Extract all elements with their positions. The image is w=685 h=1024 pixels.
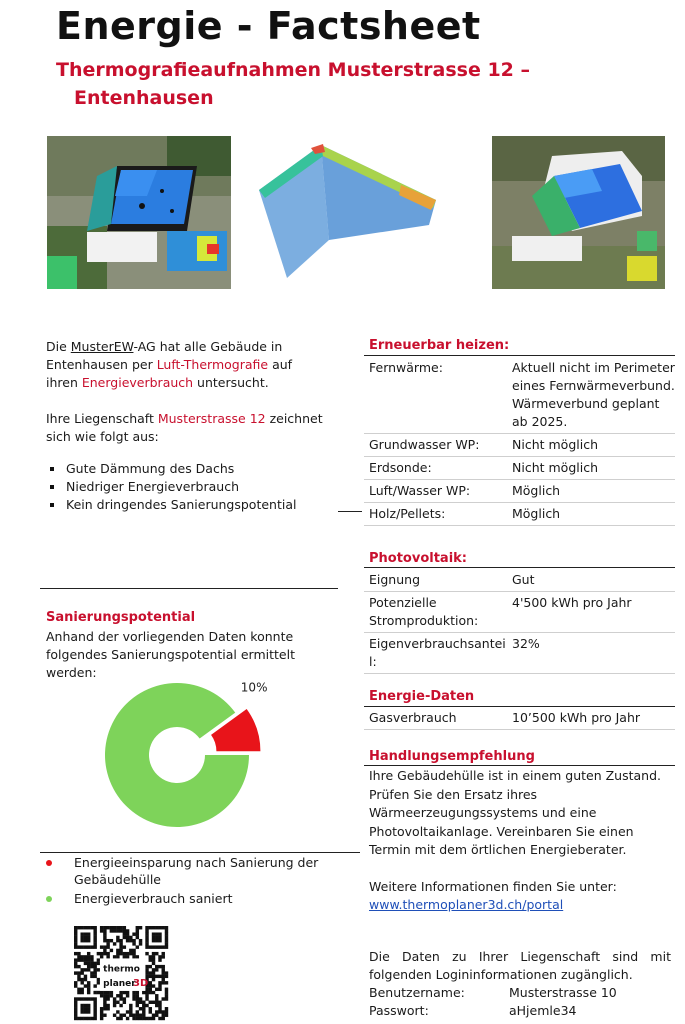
- energie-table: [364, 707, 675, 730]
- thermo-photo-left: [47, 136, 231, 289]
- section-title-photovoltaik: Photovoltaik:: [369, 551, 468, 566]
- qr-logo-text: thermo: [103, 964, 141, 975]
- pie-slice-1: [105, 683, 249, 827]
- password-row: [369, 1002, 671, 1020]
- section-underline: [364, 355, 675, 356]
- erneuerbar-table: [364, 357, 675, 526]
- table-row: [364, 633, 675, 674]
- table-row: [364, 357, 675, 434]
- pointcloud-photo-middle: [251, 140, 443, 280]
- divider-line: [338, 511, 362, 512]
- legend-label: Energieeinsparung nach Sanierung der Gebäudehülle: [74, 855, 319, 887]
- legend-dot-red: [46, 860, 52, 866]
- page-subtitle: [56, 56, 576, 112]
- sanierung-text: Anhand der vorliegenden Daten konnte folgendes Sanierungspotential ermittelt werden:: [46, 629, 295, 680]
- subtitle-line-1: Thermografieaufnahmen Musterstrasse 12 –: [56, 59, 531, 81]
- bullet-item: Kein dringendes Sanierungspotential: [46, 496, 326, 514]
- section-title-sanierung: Sanierungspotential: [46, 610, 196, 625]
- divider-line: [40, 588, 338, 589]
- password-value: aHjemle34: [509, 1003, 577, 1018]
- login-info: [369, 948, 671, 1020]
- pie-data-label: 10%: [240, 680, 268, 695]
- legend-dot-green: [46, 896, 52, 902]
- username-value: Musterstrasse 10: [509, 985, 617, 1000]
- intro-p2-b: zeichnet sich wie folgt aus:: [46, 411, 323, 444]
- row-value: 10’500 kWh pro Jahr: [507, 707, 675, 730]
- handlung-text-1: Ihre Gebäudehülle ist in einem guten Zustand.: [369, 768, 661, 783]
- photovoltaik-table: [364, 569, 675, 674]
- intro-p1-d: untersucht.: [193, 375, 269, 390]
- row-value: Möglich: [507, 503, 675, 526]
- table-row: [364, 569, 675, 592]
- qr-logo-text: planer: [103, 978, 136, 989]
- table-row: [364, 434, 675, 457]
- username-label: Benutzername:: [369, 985, 465, 1000]
- row-value: Aktuell nicht im Perimeter eines Fernwärmeverbund. Wärmeverbund geplant ab 2025.: [507, 357, 675, 434]
- intro-method: Luft-Thermografie: [156, 357, 269, 372]
- row-key: Eignung: [364, 569, 507, 592]
- qr-code[interactable]: [74, 926, 168, 1020]
- intro-p1-a: Die: [46, 339, 71, 354]
- handlung-text: [369, 767, 669, 915]
- row-key: Eigenverbrauchsanteil:: [364, 633, 507, 674]
- row-value: Gut: [507, 569, 675, 592]
- section-title-erneuerbar: Erneuerbar heizen:: [369, 338, 510, 353]
- section-underline: [364, 567, 675, 568]
- divider-line: [40, 852, 360, 853]
- row-value: Nicht möglich: [507, 434, 675, 457]
- intro-paragraph-2: [46, 410, 326, 446]
- intro-text: [46, 338, 326, 514]
- intro-paragraph-1: [46, 338, 326, 392]
- sanierung-donut-chart: [100, 680, 270, 840]
- section-underline: [364, 765, 675, 766]
- row-key: Gasverbrauch: [364, 707, 507, 730]
- table-row: [364, 503, 675, 526]
- section-title-energie: Energie-Daten: [369, 689, 475, 704]
- section-title-handlung: Handlungsempfehlung: [369, 749, 535, 764]
- row-key: Erdsonde:: [364, 457, 507, 480]
- thermo-photo-right: [492, 136, 665, 289]
- qr-logo-badge: 3D: [132, 977, 149, 989]
- intro-company: MusterEW: [70, 339, 134, 354]
- row-key: Holz/Pellets:: [364, 503, 507, 526]
- row-value: Nicht möglich: [507, 457, 675, 480]
- row-key: Fernwärme:: [364, 357, 507, 434]
- portal-link[interactable]: www.thermoplaner3d.ch/portal: [369, 897, 564, 912]
- intro-bullet-list: [46, 460, 326, 514]
- chart-legend-item: [46, 890, 336, 907]
- row-value: 32%: [507, 633, 675, 674]
- row-key: Potenzielle Stromproduktion:: [364, 592, 507, 633]
- table-row: [364, 457, 675, 480]
- intro-topic: Energieverbrauch: [81, 375, 194, 390]
- intro-p1-b: -AG hat alle Gebäude in Entenhausen per: [46, 339, 283, 372]
- password-label: Passwort:: [369, 1003, 429, 1018]
- table-row: [364, 480, 675, 503]
- info-text: Weitere Informationen finden Sie unter:: [369, 878, 617, 894]
- page-title: Energie - Factsheet: [56, 4, 481, 48]
- login-text: Die Daten zu Ihrer Liegenschaft sind mit folgenden Logininformationen zugänglich.: [369, 949, 671, 982]
- bullet-item: Gute Dämmung des Dachs: [46, 460, 326, 478]
- subtitle-line-2: Entenhausen: [74, 87, 214, 109]
- row-value: 4'500 kWh pro Jahr: [507, 592, 675, 633]
- row-key: Luft/Wasser WP:: [364, 480, 507, 503]
- row-value: Möglich: [507, 480, 675, 503]
- handlung-text-2: Prüfen Sie den Ersatz ihres Wärmeerzeugungssystems und eine Photovoltaikanlage. Vereinbaren Sie einen Termin mit dem örtlichen Energieberater.: [369, 786, 634, 857]
- row-key: Grundwasser WP:: [364, 434, 507, 457]
- intro-p1-c: auf ihren: [46, 357, 293, 390]
- table-row: [364, 707, 675, 730]
- intro-p2-a: Ihre Liegenschaft: [46, 411, 158, 426]
- username-row: [369, 984, 671, 1002]
- bullet-item: Niedriger Energieverbrauch: [46, 478, 326, 496]
- legend-label: Energieverbrauch saniert: [74, 891, 233, 906]
- table-row: [364, 592, 675, 633]
- intro-address: Musterstrasse 12: [157, 411, 266, 426]
- chart-legend-item: [46, 854, 336, 888]
